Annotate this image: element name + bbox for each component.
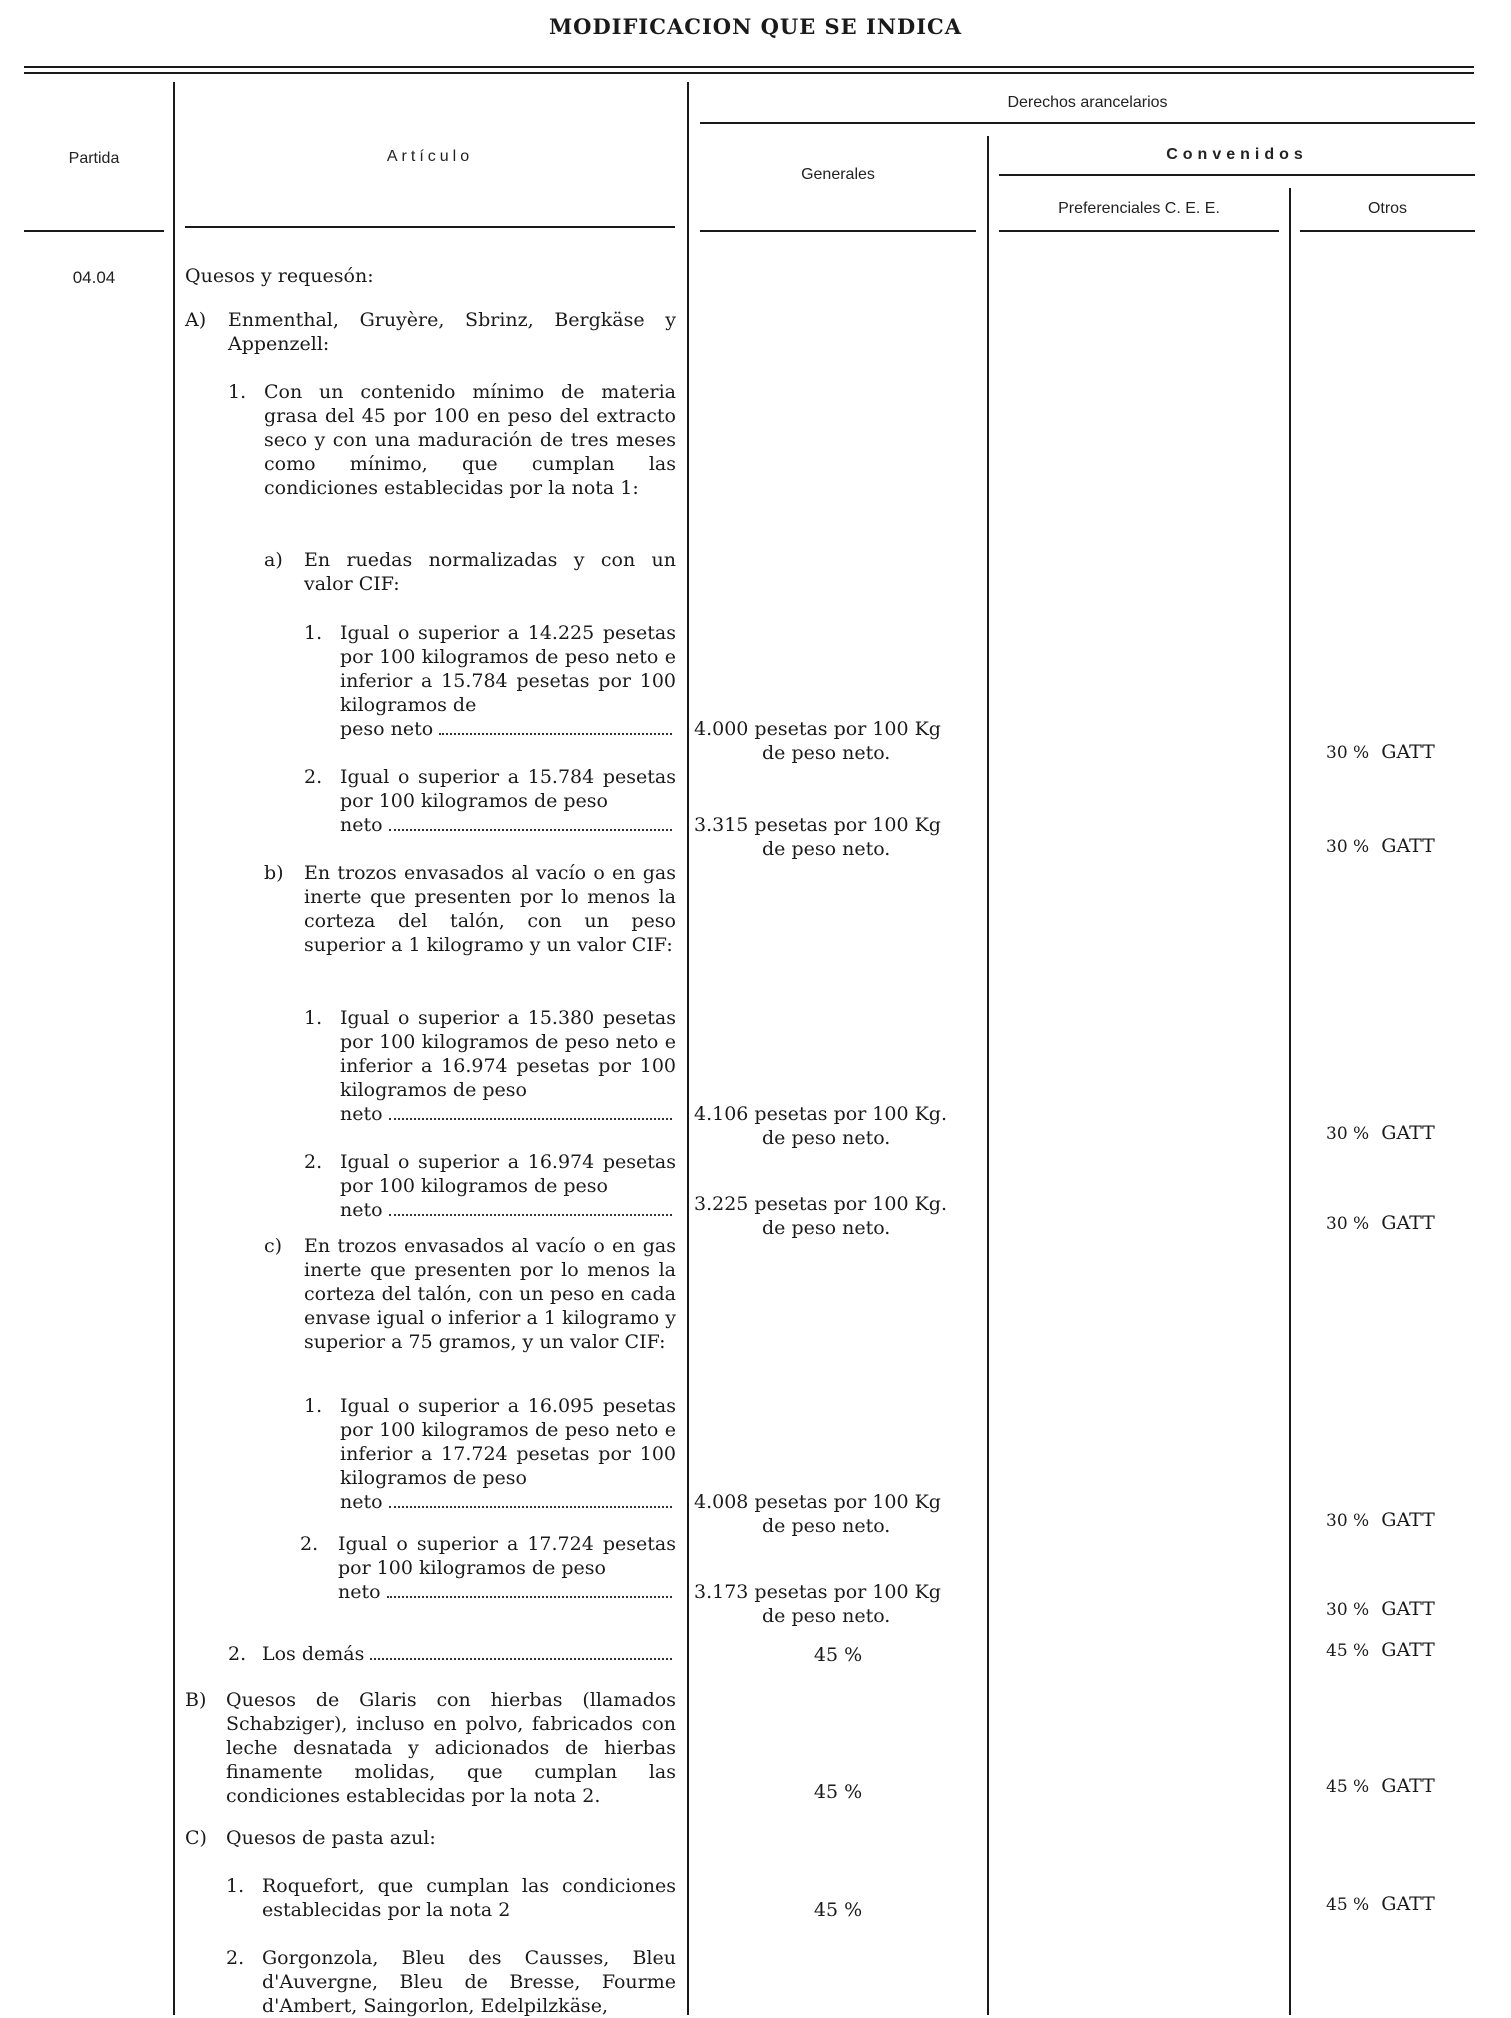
duty-glaris: 45 % xyxy=(813,1781,863,1803)
row-b: En trozos envasados al vacío o en gas inerte que presenten por lo menos la corteza del talón, con un peso superior a 1 kilogramo y un valor CIF: xyxy=(304,862,676,956)
duty-roquefort: 45 % xyxy=(813,1899,863,1921)
marker-c2: 2. xyxy=(300,1533,319,1555)
header-rule-convenidos xyxy=(999,174,1475,176)
row-c: En trozos envasados al vacío o en gas inerte que presenten por lo menos la corteza del talón, con un peso en cada envase igual o inferior a 1 kilogramo y superior a 75 gramos, y un valor CIF: xyxy=(304,1235,676,1353)
row-C2: Gorgonzola, Bleu des Causses, Bleu d'Auvergne, Bleu de Bresse, Fourme d'Ambert, Saingorlon, Edelpilzkäse, xyxy=(262,1947,676,2017)
otros-b2: 30 % GATT xyxy=(1326,1212,1435,1234)
row-c1: Igual o superior a 16.095 pesetas por 100 kilogramos de peso neto e inferior a 17.724 pesetas por 100 kilogramos de peso xyxy=(340,1395,676,1489)
row-c2: Igual o superior a 17.724 pesetas por 100 kilogramos de peso xyxy=(338,1533,676,1579)
row-a2: Igual o superior a 15.784 pesetas por 100 kilogramos de peso xyxy=(340,766,676,812)
header-rule-otros xyxy=(1300,230,1475,232)
duty-los-demas: 45 % xyxy=(813,1644,863,1666)
row-B: Quesos de Glaris con hierbas (llamados Schabziger), incluso en polvo, fabricados con leche desnatada y adicionados de hierbas finamente molidas, que cumplan las condiciones establecidas por la nota 2. xyxy=(226,1689,676,1807)
marker-C1: 1. xyxy=(226,1875,245,1897)
header-rule-preferenciales xyxy=(999,230,1279,232)
row-C1: Roquefort, que cumplan las condiciones establecidas por la nota 2 xyxy=(262,1875,676,1921)
column-divider-articulo xyxy=(687,82,689,2015)
header-rule-articulo xyxy=(185,226,675,228)
otros-c1: 30 % GATT xyxy=(1326,1509,1435,1531)
row-c1-last: neto xyxy=(340,1490,676,1514)
row-a1-last: peso neto xyxy=(340,717,676,741)
marker-C: C) xyxy=(185,1827,207,1849)
marker-b2: 2. xyxy=(304,1151,323,1173)
row-b1: Igual o superior a 15.380 pesetas por 100 kilogramos de peso neto e inferior a 16.974 pesetas por 100 kilogramos de peso xyxy=(340,1007,676,1101)
marker-A2: 2. xyxy=(228,1643,247,1665)
column-divider-preferenciales xyxy=(1289,188,1291,2015)
row-a2-last: neto xyxy=(340,813,676,837)
row-A: Enmenthal, Gruyère, Sbrinz, Bergkäse y Appenzell: xyxy=(228,309,676,355)
marker-b1: 1. xyxy=(304,1007,323,1029)
row-a: En ruedas normalizadas y con un valor CIF: xyxy=(304,549,676,595)
duty-b1: 4.106 pesetas por 100 Kg. de peso neto. xyxy=(694,1103,948,1149)
header-derechos: Derechos arancelarios xyxy=(1007,94,1168,111)
marker-c: c) xyxy=(264,1235,283,1257)
duty-c1: 4.008 pesetas por 100 Kg de peso neto. xyxy=(694,1491,941,1537)
row-a1: Igual o superior a 14.225 pesetas por 100 kilogramos de peso neto e inferior a 15.784 pesetas por 100 kilogramos de xyxy=(340,622,676,716)
header-generales: Generales xyxy=(801,166,875,183)
header-otros: Otros xyxy=(1367,200,1408,217)
header-convenidos: Convenidos xyxy=(1166,146,1308,163)
row-quesos: Quesos y requesón: xyxy=(185,265,374,287)
otros-roquefort: 45 % GATT xyxy=(1326,1893,1435,1915)
marker-B: B) xyxy=(185,1689,207,1711)
otros-a2: 30 % GATT xyxy=(1326,835,1435,857)
top-rule xyxy=(24,66,1474,68)
duty-a1: 4.000 pesetas por 100 Kg de peso neto. xyxy=(694,718,941,764)
otros-b1: 30 % GATT xyxy=(1326,1122,1435,1144)
marker-a2: 2. xyxy=(304,766,323,788)
marker-b: b) xyxy=(264,862,284,884)
row-b2: Igual o superior a 16.974 pesetas por 100 kilogramos de peso xyxy=(340,1151,676,1197)
row-C: Quesos de pasta azul: xyxy=(226,1827,436,1849)
header-rule-derechos xyxy=(700,122,1475,124)
duty-b2: 3.225 pesetas por 100 Kg. de peso neto. xyxy=(694,1193,948,1239)
header-preferenciales: Preferenciales C. E. E. xyxy=(1058,200,1220,217)
marker-A: A) xyxy=(185,309,207,331)
row-c2-last: neto xyxy=(338,1580,676,1604)
otros-glaris: 45 % GATT xyxy=(1326,1775,1435,1797)
header-rule-generales xyxy=(700,230,976,232)
duty-c2: 3.173 pesetas por 100 Kg de peso neto. xyxy=(694,1581,941,1627)
otros-c2: 30 % GATT xyxy=(1326,1598,1435,1620)
header-articulo: Artículo xyxy=(386,148,474,165)
page-title: MODIFICACION QUE SE INDICA xyxy=(548,14,963,39)
row-b2-last: neto xyxy=(340,1198,676,1222)
partida-code: 04.04 xyxy=(72,268,116,287)
header-rule-partida xyxy=(24,230,164,232)
row-A1: Con un contenido mínimo de materia grasa del 45 por 100 en peso del extracto seco y con una maduración de tres meses como mínimo, que cumplan las condiciones establecidas por la nota 1: xyxy=(264,381,676,499)
column-divider-partida xyxy=(173,82,175,2015)
row-A2: Los demás xyxy=(262,1642,676,1666)
marker-C2: 2. xyxy=(226,1947,245,1969)
marker-A1: 1. xyxy=(228,381,247,403)
marker-a1: 1. xyxy=(304,622,323,644)
header-partida: Partida xyxy=(68,150,120,167)
otros-los-demas: 45 % GATT xyxy=(1326,1639,1435,1661)
column-divider-generales xyxy=(987,136,989,2015)
marker-c1: 1. xyxy=(304,1395,323,1417)
row-b1-last: neto xyxy=(340,1102,676,1126)
marker-a: a) xyxy=(264,549,283,571)
duty-a2: 3.315 pesetas por 100 Kg de peso neto. xyxy=(694,814,941,860)
top-rule-2 xyxy=(24,72,1474,74)
otros-a1: 30 % GATT xyxy=(1326,741,1435,763)
